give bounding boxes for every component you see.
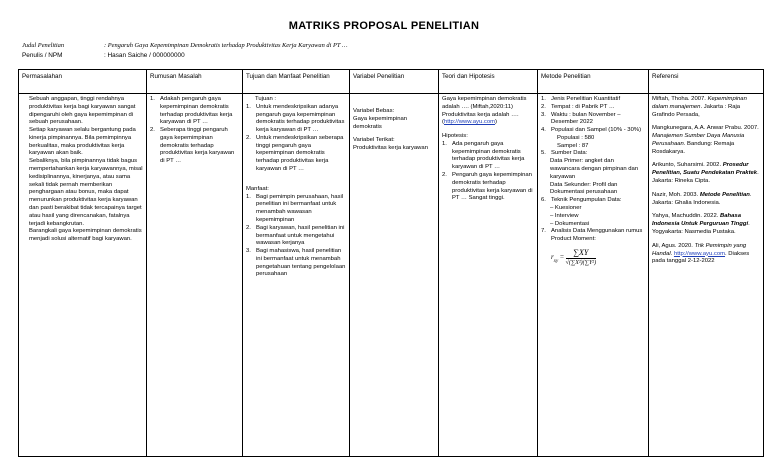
cell-referensi xyxy=(649,94,764,457)
tujuan-label: Tujuan : xyxy=(255,96,277,102)
rumusan-item-2 xyxy=(150,127,239,166)
ref-4: Nazir, Moh. 2003. Metode Penelitian. Jakarta: Ghalia Indonesia. xyxy=(652,191,752,206)
teori-p2 xyxy=(442,112,534,128)
manfaat-item-1 xyxy=(246,194,346,225)
permasalahan-p4: Barangkali gaya kepemimpinan demokratis menjadi solusi alternatif bagi karyawan. xyxy=(29,228,142,243)
header-permasalahan: Permasalahan xyxy=(19,70,147,94)
formula-numerator: ∑XY xyxy=(566,248,596,260)
cell-permasalahan xyxy=(19,94,147,457)
tujuan-text-2: Untuk mendeskripsikan seberapa tinggi pengaruh gaya kepemimpinan demokratis terhadap produktivitas kerja karyawan di PT … xyxy=(256,134,344,173)
permasalahan-p1: Sebuah anggapan, tinggi rendahnya produktivitas kerja bagi karyawan sangat dipengaruhi oleh gaya kepemimpinan di sebuah perusahaan. xyxy=(29,96,136,126)
metode-text-2: Tempat : di Pabrik PT … xyxy=(551,103,615,110)
teknik-dokumentasi: – Dokumentasi xyxy=(550,220,590,227)
tujuan-num-1: 1. xyxy=(246,103,251,110)
penulis-label: Penulis / NPM xyxy=(22,52,63,59)
header-variabel: Variabel Penelitian xyxy=(350,70,439,94)
teknik-interview: – Interview xyxy=(550,212,579,219)
metode-num-2: 2. xyxy=(541,103,546,110)
metode-num-5: 5. xyxy=(541,150,546,157)
teknik-3: Dokumentasi xyxy=(554,220,590,227)
product-moment-formula: $r_{xy}$ = $\frac{\sum XY}{\text{√(∑X²)(∑Y²)}}$ xyxy=(551,247,597,267)
metode-text-6: Teknik Pengumpulan Data: xyxy=(551,197,622,204)
metode-item-2 xyxy=(541,104,645,112)
manfaat-label: Manfaat: xyxy=(246,185,269,192)
teori-p1: Gaya kepemimpinan demokratis adalah …. (Miftah,2020:11) xyxy=(442,96,527,110)
formula-sub: xy xyxy=(553,259,559,265)
variabel-bebas-label: Variabel Bebas: xyxy=(353,108,395,114)
hipotesis-text-2: Pengaruh gaya kepemimpinan demokratis terhadap produktivitas kerja karyawan di PT … Sangat tinggi. xyxy=(452,172,533,202)
manfaat-text-1: Bagi pemimpin perusahaan, hasil penelitian ini bermanfaat untuk menambah wawasan kepemimpinan xyxy=(256,193,344,223)
header-metode: Metode Penelitian xyxy=(538,70,649,94)
meta-penulis xyxy=(22,52,185,59)
header-rumusan: Rumusan Masalah xyxy=(147,70,243,94)
teknik-kuesioner: – Kuesioner xyxy=(550,204,582,211)
metode-primer: Data Primer: angket dan wawancara dengan pimpinan dan karyawan xyxy=(550,158,639,180)
hipotesis-item-2 xyxy=(442,172,534,203)
content-row xyxy=(19,94,764,457)
metode-item-6 xyxy=(541,197,645,205)
penulis-value: : Hasan Saiche / 000000000 xyxy=(104,52,185,59)
teori-p2-end: ) xyxy=(495,119,498,126)
metode-text-1: Jenis Penelitian Kuantitatif xyxy=(551,96,621,102)
manfaat-num-1: 1. xyxy=(246,193,251,200)
hipotesis-num-2: 2. xyxy=(442,172,447,179)
hipotesis-label: Hipotesis: xyxy=(442,133,468,140)
hipotesis-num-1: 1. xyxy=(442,140,447,147)
header-row xyxy=(19,70,764,94)
formula-denominator: √(∑X²)(∑Y²) xyxy=(565,260,597,267)
proposal-matrix xyxy=(18,69,764,457)
metode-text-7: Analisis Data Menggunakan rumus Product Moment: xyxy=(551,228,643,243)
metode-item-3 xyxy=(541,112,645,128)
permasalahan-p3: Sebaliknya, bila pimpinannya tidak bagus mempertahankan kerja karyawannya, misal kedisiplinannya, kinerjanya, atau sama sekali tidak pernah memberikan penghargaan atau bonus, maka dapat menurunkan produktivitas kerja karyawan dan pasti berakibat tidak tercapainya target atau hasil yang direncanakan, fatalnya terjadi kebangkrutan. xyxy=(29,158,143,227)
document-title: MATRIKS PROPOSAL PENELITIAN xyxy=(288,20,480,32)
variabel-terikat-label: Variabel Terikat: xyxy=(353,137,395,144)
ref-5: Yahya, Machuddin. 2022. Bahasa Indonesia Untuk Perguruan Tinggi. Yogyakarta: Nasmedia Pustaka. xyxy=(652,213,750,235)
metode-text-5: Sumber Data: xyxy=(551,150,588,157)
rumusan-text-2: Seberapa tinggi pengaruh gaya kepemimpinan demokratis terhadap produktivitas kerja karyawan di PT … xyxy=(160,127,235,165)
hipotesis-text-1: Ada pengaruh gaya kepemimpinan demokratis terhadap produktivitas kerja karyawan di PT … xyxy=(452,140,525,171)
metode-item-1 xyxy=(541,96,645,104)
tujuan-item-2 xyxy=(246,135,346,174)
cell-tujuan xyxy=(243,94,350,457)
header-teori: Teori dan Hipotesis xyxy=(439,70,538,94)
tujuan-text-1: Untuk mendeskripsikan adanya pengaruh gaya kepemimpinan demokratis terhadap produktivitas kerja karyawan di PT … xyxy=(256,103,345,134)
teori-p2-text: Produktivitas kerja adalah …. ( xyxy=(442,111,519,126)
cell-metode xyxy=(538,94,649,457)
teori-link[interactable]: http://www.ayu.com xyxy=(443,119,496,126)
teknik-1: Kuesioner xyxy=(554,204,582,211)
metode-text-4: Populasi dan Sampel (10% - 30%) xyxy=(551,127,642,134)
formula-fraction xyxy=(566,248,596,268)
metode-num-6: 6. xyxy=(541,197,546,204)
manfaat-item-3 xyxy=(246,248,346,279)
ref-link[interactable]: http://www.ayu.com xyxy=(673,250,726,257)
hipotesis-item-1 xyxy=(442,141,534,172)
header-referensi: Referensi xyxy=(649,70,764,94)
judul-value: : Pengaruh Gaya Kepemimpinan Demokratis terhadap Produktivitas Kerja Karyawan di PT … xyxy=(104,42,348,49)
header-tujuan: Tujuan dan Manfaat Penelitian xyxy=(243,70,350,94)
manfaat-text-3: Bagi mahasiswa, hasil penelitian ini bermanfaat untuk menambah pengetahuan tentang pengelolaan perusahaan xyxy=(256,248,346,278)
rumusan-text-1: Adakah pengaruh gaya kepemimpinan demokratis terhadap produktivitas kerja karyawan di PT … xyxy=(160,96,233,126)
rumusan-num-1: 1. xyxy=(150,96,155,102)
tujuan-item-1 xyxy=(246,104,346,135)
formula-lhs: r xyxy=(551,253,554,262)
cell-teori xyxy=(439,94,538,457)
cell-rumusan xyxy=(147,94,243,457)
manfaat-text-2: Bagi karyawan, hasil penelitian ini bermanfaat untuk mengetahui wawasan kerjanya xyxy=(256,224,345,247)
metode-num-4: 4. xyxy=(541,127,546,134)
metode-item-4 xyxy=(541,127,645,135)
metode-num-3: 3. xyxy=(541,111,546,118)
manfaat-num-2: 2. xyxy=(246,224,251,231)
permasalahan-p2: Setiap karyawan selalu bergantung pada kinerja pimpinannya. Bila pemimpinnya berkualitas, maka produktivitas kerja karyawan akan baik. xyxy=(29,127,136,157)
meta-judul xyxy=(22,42,348,49)
metode-text-3: Waktu : bulan November – Desember 2022 xyxy=(551,111,621,126)
rumusan-num-2: 2. xyxy=(150,127,155,134)
metode-populasi: Populasi : 580 xyxy=(557,134,595,141)
metode-item-5 xyxy=(541,150,645,158)
tujuan-num-2: 2. xyxy=(246,134,251,141)
metode-sampel: Sampel : 87 xyxy=(557,142,589,149)
ref-1: Miftah, Thoha. 2007. Kepemimpinan dalam manajemen. Jakarta : Raja Grafindo Persada, xyxy=(652,96,747,118)
variabel-terikat: Produktivitas kerja karyawan xyxy=(353,145,428,152)
variabel-bebas: Gaya kepemimpinan demokratis xyxy=(353,115,408,130)
cell-variabel xyxy=(350,94,439,457)
ref-2: Mangkunegara, A.A. Anwar Prabu. 2007. Manajemen Sumber Daya Manusia Perusahaan. Bandung: Remaja Rosdakarya. xyxy=(652,125,759,155)
metode-num-1: 1. xyxy=(541,96,546,102)
metode-item-7 xyxy=(541,228,645,244)
metode-sekunder: Data Sekunder: Profil dan Dokumentasi perusahaan xyxy=(550,181,618,196)
rumusan-item-1 xyxy=(150,96,239,127)
metode-num-7: 7. xyxy=(541,228,546,235)
judul-label: Judul Penelitian xyxy=(22,42,65,49)
ref-6: Ali, Agus. 2020. Trik Pemimpin yang Handal. http://www.ayu.com. Diakses pada tanggal 2-12-2022 xyxy=(652,242,750,265)
manfaat-num-3: 3. xyxy=(246,248,251,255)
teknik-2: Interview xyxy=(554,212,579,219)
ref-3: Arikunto, Suharsimi. 2002. Prosedur Penelitian, Suatu Pendekatan Praktek. Jakarta: Rineka Cipta. xyxy=(652,162,759,185)
manfaat-item-2 xyxy=(246,225,346,248)
